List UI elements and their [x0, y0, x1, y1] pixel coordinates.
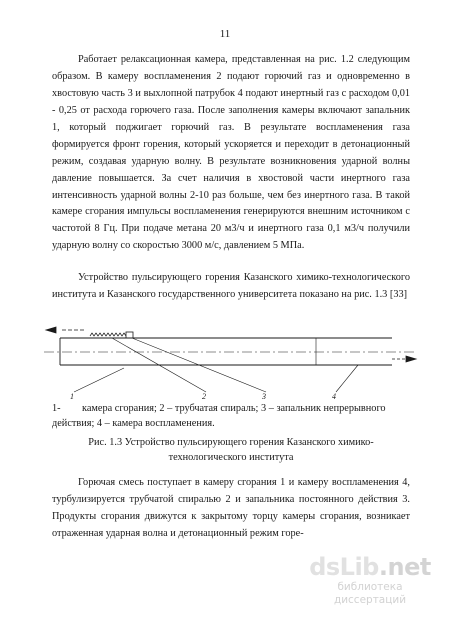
diagram-label-4: 4 [332, 392, 336, 400]
diagram-label-1: 1 [70, 392, 74, 400]
paragraph-text: Устройство пульсирующего горения Казанского химико-технологического института и Казанского государственного университета показано на рис. 1.3 [33] [52, 272, 410, 301]
diagram-label-3: 3 [262, 392, 266, 400]
caption-line-1: Рис. 1.3 Устройство пульсирующего горения Казанского химико- [88, 437, 374, 448]
diagram-label-2: 2 [202, 392, 206, 400]
paragraph-text: Работает релаксационная камера, представленная на рис. 1.2 следующим образом. В камеру воспламенения 2 подают горючий газ и одновременно в хвостовую часть 3 и выхлопной патрубок 4 подают инертный газ с расходом 0,01 - 0,25 от расхода горючего газа. После заполнения камеры включают запальник 1, который поджигает горючий газ. В результате воспламенения газа формируется фронт горения, который ускоряется и переходит в детонационный режим, создавая ударную волну. В результате возникновения ударной волны давление повышается. За счет наличия в хвостовой части инертного газа интенсивность ударной волны 2-10 раз больше, чем без инертного газа. В такой камере сгорания импульсы воспламенения генерируются внешним источником с частотой 8 Гц. При подаче метана 20 м3/ч и инертного газа 0,1 м3/ч получили ударную волну со скоростью 3000 м/с, давлением 5 МПа. [52, 54, 410, 252]
leader-line-4 [336, 365, 358, 392]
watermark-subtitle: библиотека диссертаций [333, 581, 407, 606]
inlet-arrow-head [46, 327, 56, 333]
outlet-arrow-head [406, 356, 416, 362]
figure-legend [52, 402, 412, 431]
paragraph-combustion-process [52, 475, 410, 543]
figure-caption [52, 436, 410, 465]
dslib-watermark [300, 553, 440, 607]
watermark-logo-suffix: .net [378, 553, 431, 581]
paragraph-kazan-device-intro [52, 270, 410, 304]
leader-line-1 [74, 368, 124, 392]
pulse-combustion-device-diagram [40, 322, 420, 400]
paragraph-relaxation-chamber [52, 52, 410, 255]
paragraph-text: Горючая смесь поступает в камеру сгорания 1 и камеру воспламенения 4, турбулизируется трубчатой спиралью 2 и запальника постоянного действия 3. Продукты сгорания движутся к закрытому торцу камеры сгорания, возникает отраженная ударная волна и детонационный режим горе- [52, 477, 410, 540]
caption-line-2: технологического института [168, 451, 294, 463]
igniter [126, 332, 133, 338]
legend-number: 1- [52, 403, 61, 414]
page-number: 11 [219, 28, 231, 40]
watermark-logo [300, 553, 440, 581]
legend-text: камера сгорания; 2 – трубчатая спираль; 3 – запальник непрерывного действия; 4 – камера воспламенения. [52, 403, 386, 429]
tubular-spiral [90, 333, 126, 336]
watermark-logo-main: dsLib [309, 553, 379, 581]
